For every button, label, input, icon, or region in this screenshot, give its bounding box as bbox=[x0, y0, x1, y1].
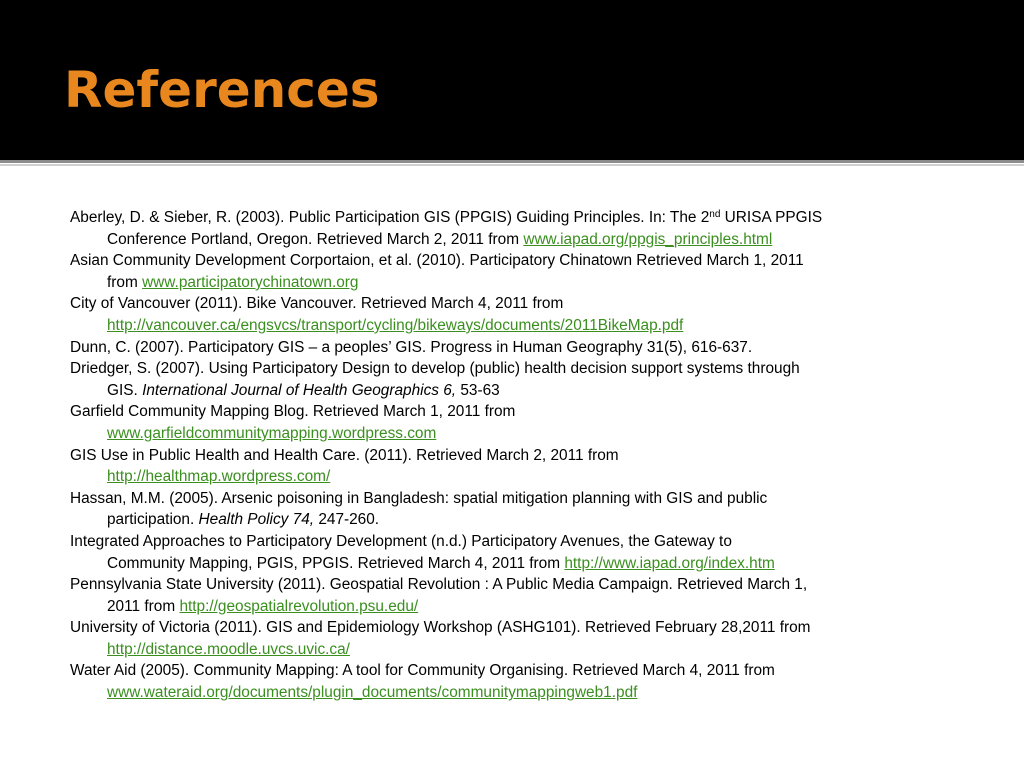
reference-text: GIS. bbox=[107, 381, 143, 399]
reference-text: Driedger, S. (2007). Using Participatory Design to develop (public) health decision support systems through bbox=[70, 360, 800, 378]
reference-item bbox=[70, 401, 970, 444]
reference-text: Garfield Community Mapping Blog. Retrieved March 1, 2011 from bbox=[70, 403, 516, 421]
reference-link[interactable]: www.wateraid.org/documents/plugin_documents/communitymappingweb1.pdf bbox=[107, 684, 638, 702]
reference-link[interactable]: www.participatorychinatown.org bbox=[142, 273, 359, 291]
reference-link[interactable]: http://vancouver.ca/engsvcs/transport/cycling/bikeways/documents/2011BikeMap.pdf bbox=[107, 316, 684, 334]
reference-text: GIS Use in Public Health and Health Care. (2011). Retrieved March 2, 2011 from bbox=[70, 446, 619, 464]
reference-item bbox=[70, 488, 970, 531]
reference-item bbox=[70, 660, 970, 703]
page-title: References bbox=[64, 61, 380, 119]
divider-light bbox=[0, 164, 1024, 166]
reference-link[interactable]: www.garfieldcommunitymapping.wordpress.com bbox=[107, 424, 437, 442]
reference-text: 2011 from bbox=[107, 597, 180, 615]
reference-text: Aberley, D. & Sieber, R. (2003). Public Participation GIS (PPGIS) Guiding Principles. In: The 2 bbox=[70, 209, 710, 226]
reference-item bbox=[70, 574, 970, 617]
reference-text: City of Vancouver (2011). Bike Vancouver. Retrieved March 4, 2011 from bbox=[70, 295, 564, 313]
title-bar bbox=[0, 0, 1024, 160]
reference-link[interactable]: www.iapad.org/ppgis_principles.html bbox=[523, 230, 773, 248]
reference-item bbox=[70, 358, 970, 401]
reference-text: URISA PPGIS bbox=[720, 209, 823, 226]
reference-item bbox=[70, 617, 970, 660]
reference-text: 53-63 bbox=[456, 381, 500, 399]
reference-text: 247-260. bbox=[314, 511, 380, 529]
reference-text: Asian Community Development Corportaion, et al. (2010). Participatory Chinatown Retrieved March 1, 2011 bbox=[70, 252, 804, 270]
reference-text: Hassan, M.M. (2005). Arsenic poisoning in Bangladesh: spatial mitigation planning with GIS and public bbox=[70, 489, 768, 507]
reference-item bbox=[70, 445, 970, 488]
reference-text: Dunn, C. (2007). Participatory GIS – a peoples’ GIS. Progress in Human Geography 31(5), 616-637. bbox=[70, 338, 753, 356]
reference-text: Conference Portland, Oregon. Retrieved March 2, 2011 from bbox=[107, 230, 524, 248]
reference-list bbox=[70, 207, 970, 704]
reference-link[interactable]: http://geospatialrevolution.psu.edu/ bbox=[179, 597, 419, 615]
journal-title: International Journal of Health Geographics 6, bbox=[142, 381, 457, 399]
reference-text: Integrated Approaches to Participatory Development (n.d.) Participatory Avenues, the Gateway to bbox=[70, 532, 732, 550]
reference-text: from bbox=[107, 273, 143, 291]
reference-link[interactable]: http://healthmap.wordpress.com/ bbox=[107, 468, 331, 486]
journal-title: Health Policy 74, bbox=[198, 511, 315, 529]
reference-link[interactable]: http://www.iapad.org/index.htm bbox=[564, 554, 775, 572]
reference-text: Community Mapping, PGIS, PPGIS. Retrieved March 4, 2011 from bbox=[107, 554, 565, 572]
reference-text: participation. bbox=[107, 511, 199, 529]
divider-dark bbox=[0, 160, 1024, 163]
reference-item bbox=[70, 293, 970, 336]
reference-item bbox=[70, 337, 970, 359]
reference-item bbox=[70, 250, 970, 293]
reference-text: Water Aid (2005). Community Mapping: A tool for Community Organising. Retrieved March 4, 2011 from bbox=[70, 662, 775, 680]
reference-item bbox=[70, 207, 970, 250]
reference-superscript: nd bbox=[709, 209, 721, 220]
reference-link[interactable]: http://distance.moodle.uvcs.uvic.ca/ bbox=[107, 640, 350, 658]
reference-text: Pennsylvania State University (2011). Geospatial Revolution : A Public Media Campaign. Retrieved March 1, bbox=[70, 576, 808, 594]
reference-text: University of Victoria (2011). GIS and Epidemiology Workshop (ASHG101). Retrieved February 28,2011 from bbox=[70, 619, 811, 637]
reference-item bbox=[70, 531, 970, 574]
